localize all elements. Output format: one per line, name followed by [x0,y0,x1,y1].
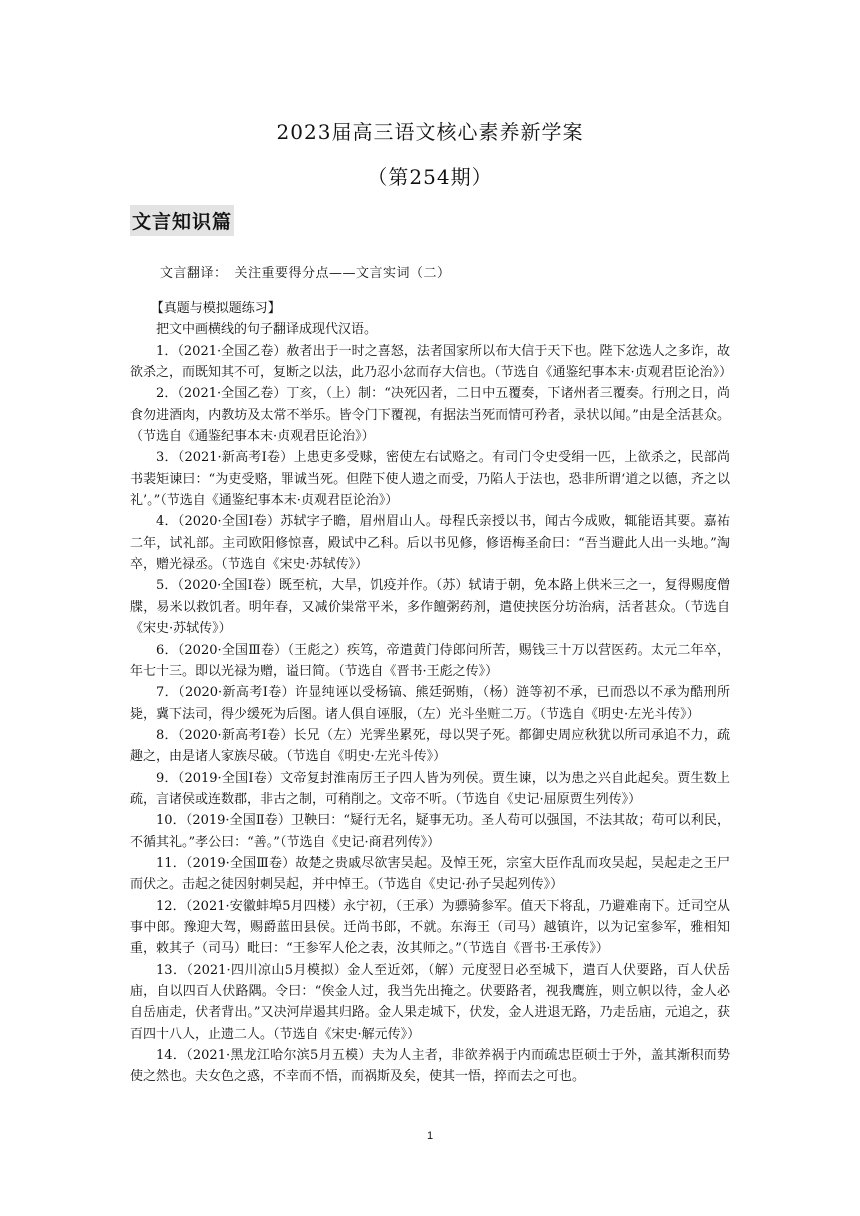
question-item: 14．（2021·黑龙江哈尔滨5月五模）夫为人主者，非欲养祸于内而疏忠臣硕士于外，盖其渐积而势使之然也。夫女色之惑，不幸而不悟，而祸斯及矣，使其一悟，捽而去之可也。 [130,1048,730,1085]
question-item: 5．（2020·全国Ⅰ卷）既至杭，大旱，饥疫并作。（苏）轼请于朝，免本路上供米三之一，复得赐度僧牒，易米以救饥者。明年春，又减价粜常平米，多作饘粥药剂，遣使挟医分坊治病，活者甚众。（节选自《宋史·苏轼传》） [130,578,730,637]
question-item: 10．（2019·全国Ⅱ卷）卫鞅曰：“疑行无名，疑事无功。圣人苟可以强国，不法其故；苟可以利民，不循其礼。”孝公曰：“善。”（节选自《史记·商君列传》） [130,813,730,850]
question-item: 6．（2020·全国Ⅲ卷）（王彪之）疾笃，帝遣黄门侍郎问所苦，赐钱三十万以营医药。太元二年卒，年七十三。即以光禄为赠，谥曰简。（节选自《晋书·王彪之传》） [130,642,730,679]
document-title: 2023届高三语文核心素养新学案 [276,120,584,144]
question-item: 12．（2021·安徽蚌埠5月四楼）永宁初，（王承）为骠骑参军。值天下将乱，乃避难南下。迁司空从事中郎。豫迎大驾，赐爵蓝田县侯。迁尚书郎，不就。东海王（司马）越镇许，以为记室参军，雅相知重，敕其子（司马）毗曰：“王参军人伦之表，汝其师之。”（节选自《晋书·王承传》） [130,898,730,957]
issue-number: （第254期） [367,165,493,189]
question-item: 2．（2021·全国乙卷）丁亥，（上）制：“决死囚者，二日中五覆奏，下诸州者三覆奏。行刑之日，尚食勿进酒肉，内教坊及太常不举乐。皆令门下覆视，有据法当死而情可矜者，录状以闻。”由是全活甚众。（节选自《通鉴纪事本末·贞观君臣论治》） [130,386,730,445]
question-item: 4．（2020·全国Ⅰ卷）苏轼字子瞻，眉州眉山人。母程氏亲授以书，闻古今成败，辄能语其要。嘉祐二年，试礼部。主司欧阳修惊喜，殿试中乙科。后以书见修，修语梅圣俞曰：“吾当避此人出一头地。”淘卒，赠光禄丞。（节选自《宋史·苏轼传》） [130,514,730,573]
question-item: 13．（2021·四川凉山5月模拟）金人至近郊，（解）元度翌日必至城下，遣百人伏要路，百人伏岳庙，自以四百人伏路隅。令曰：“俟金人过，我当先出掩之。伏要路者，视我鹰旌，则立帜以待，金人必自岳庙走，伏者背出。”又决河岸遏其归路。金人果走城下，伏发，金人进退无路，乃走岳庙，元追之，获百四十八人，止遗二人。（节选自《宋史·解元传》） [130,962,730,1042]
question-item: 7．（2020·新高考Ⅰ卷）许显纯诬以受杨镐、熊廷弼贿，（杨）涟等初不承，已而恐以不承为酷刑所毙，冀下法司，得少缓死为后图。诸人俱自诬服，（左）光斗坐赃二万。（节选自《明史·左光斗传》） [130,685,730,722]
question-item: 1．（2021·全国乙卷）赦者出于一时之喜怒，法者国家所以布大信于天下也。陛下忿选人之多诈，故欲杀之，而既知其不可，复断之以法，此乃忍小忿而存大信也。（节选自《通鉴纪事本末·贞观君臣论治》） [130,343,733,381]
question-item: 3．（2021·新高考Ⅰ卷）上患吏多受赇，密使左右试赂之。有司门令史受绢一匹，上欲杀之，民部尚书裴矩谏曰：“为吏受赂，罪诚当死。但陛下使人遗之而受，乃陷人于法也，恐非所谓‘道之以德，齐之以礼’。”（节选自《通鉴纪事本末·贞观君臣论治》） [130,450,730,509]
question-item: 11．（2019·全国Ⅲ卷）故楚之贵戚尽欲害吴起。及悼王死，宗室大臣作乱而攻吴起，吴起走之王尸而伏之。击起之徒因射刺吴起，并中悼王。（节选自《史记·孙子吴起列传》） [130,855,730,893]
page-number: 1 [426,1130,434,1142]
section-subtitle: 文言翻译： 关注重要得分点——文言实词（二） [160,266,451,281]
section-heading: 文言知识篇 [130,205,234,236]
instruction: 把文中画横线的句子翻译成现代汉语。 [156,322,378,338]
question-item: 8．（2020·新高考Ⅰ卷）长兄（左）光霁坐累死，母以哭子死。都御史周应秋犹以所司承追不力，疏趣之，由是诸人家族尽破。（节选自《明史·左光斗传》） [130,727,730,765]
question-item: 9．（2019·全国Ⅰ卷）文帝复封淮南厉王子四人皆为列侯。贾生谏，以为患之兴自此起矣。贾生数上疏，言诸侯或连数郡，非古之制，可稍削之。文帝不听。（节选自《史记·屈原贾生列传》） [130,770,730,807]
practice-tag: 【真题与模拟题练习】 [150,301,281,316]
document-body [130,298,733,1088]
